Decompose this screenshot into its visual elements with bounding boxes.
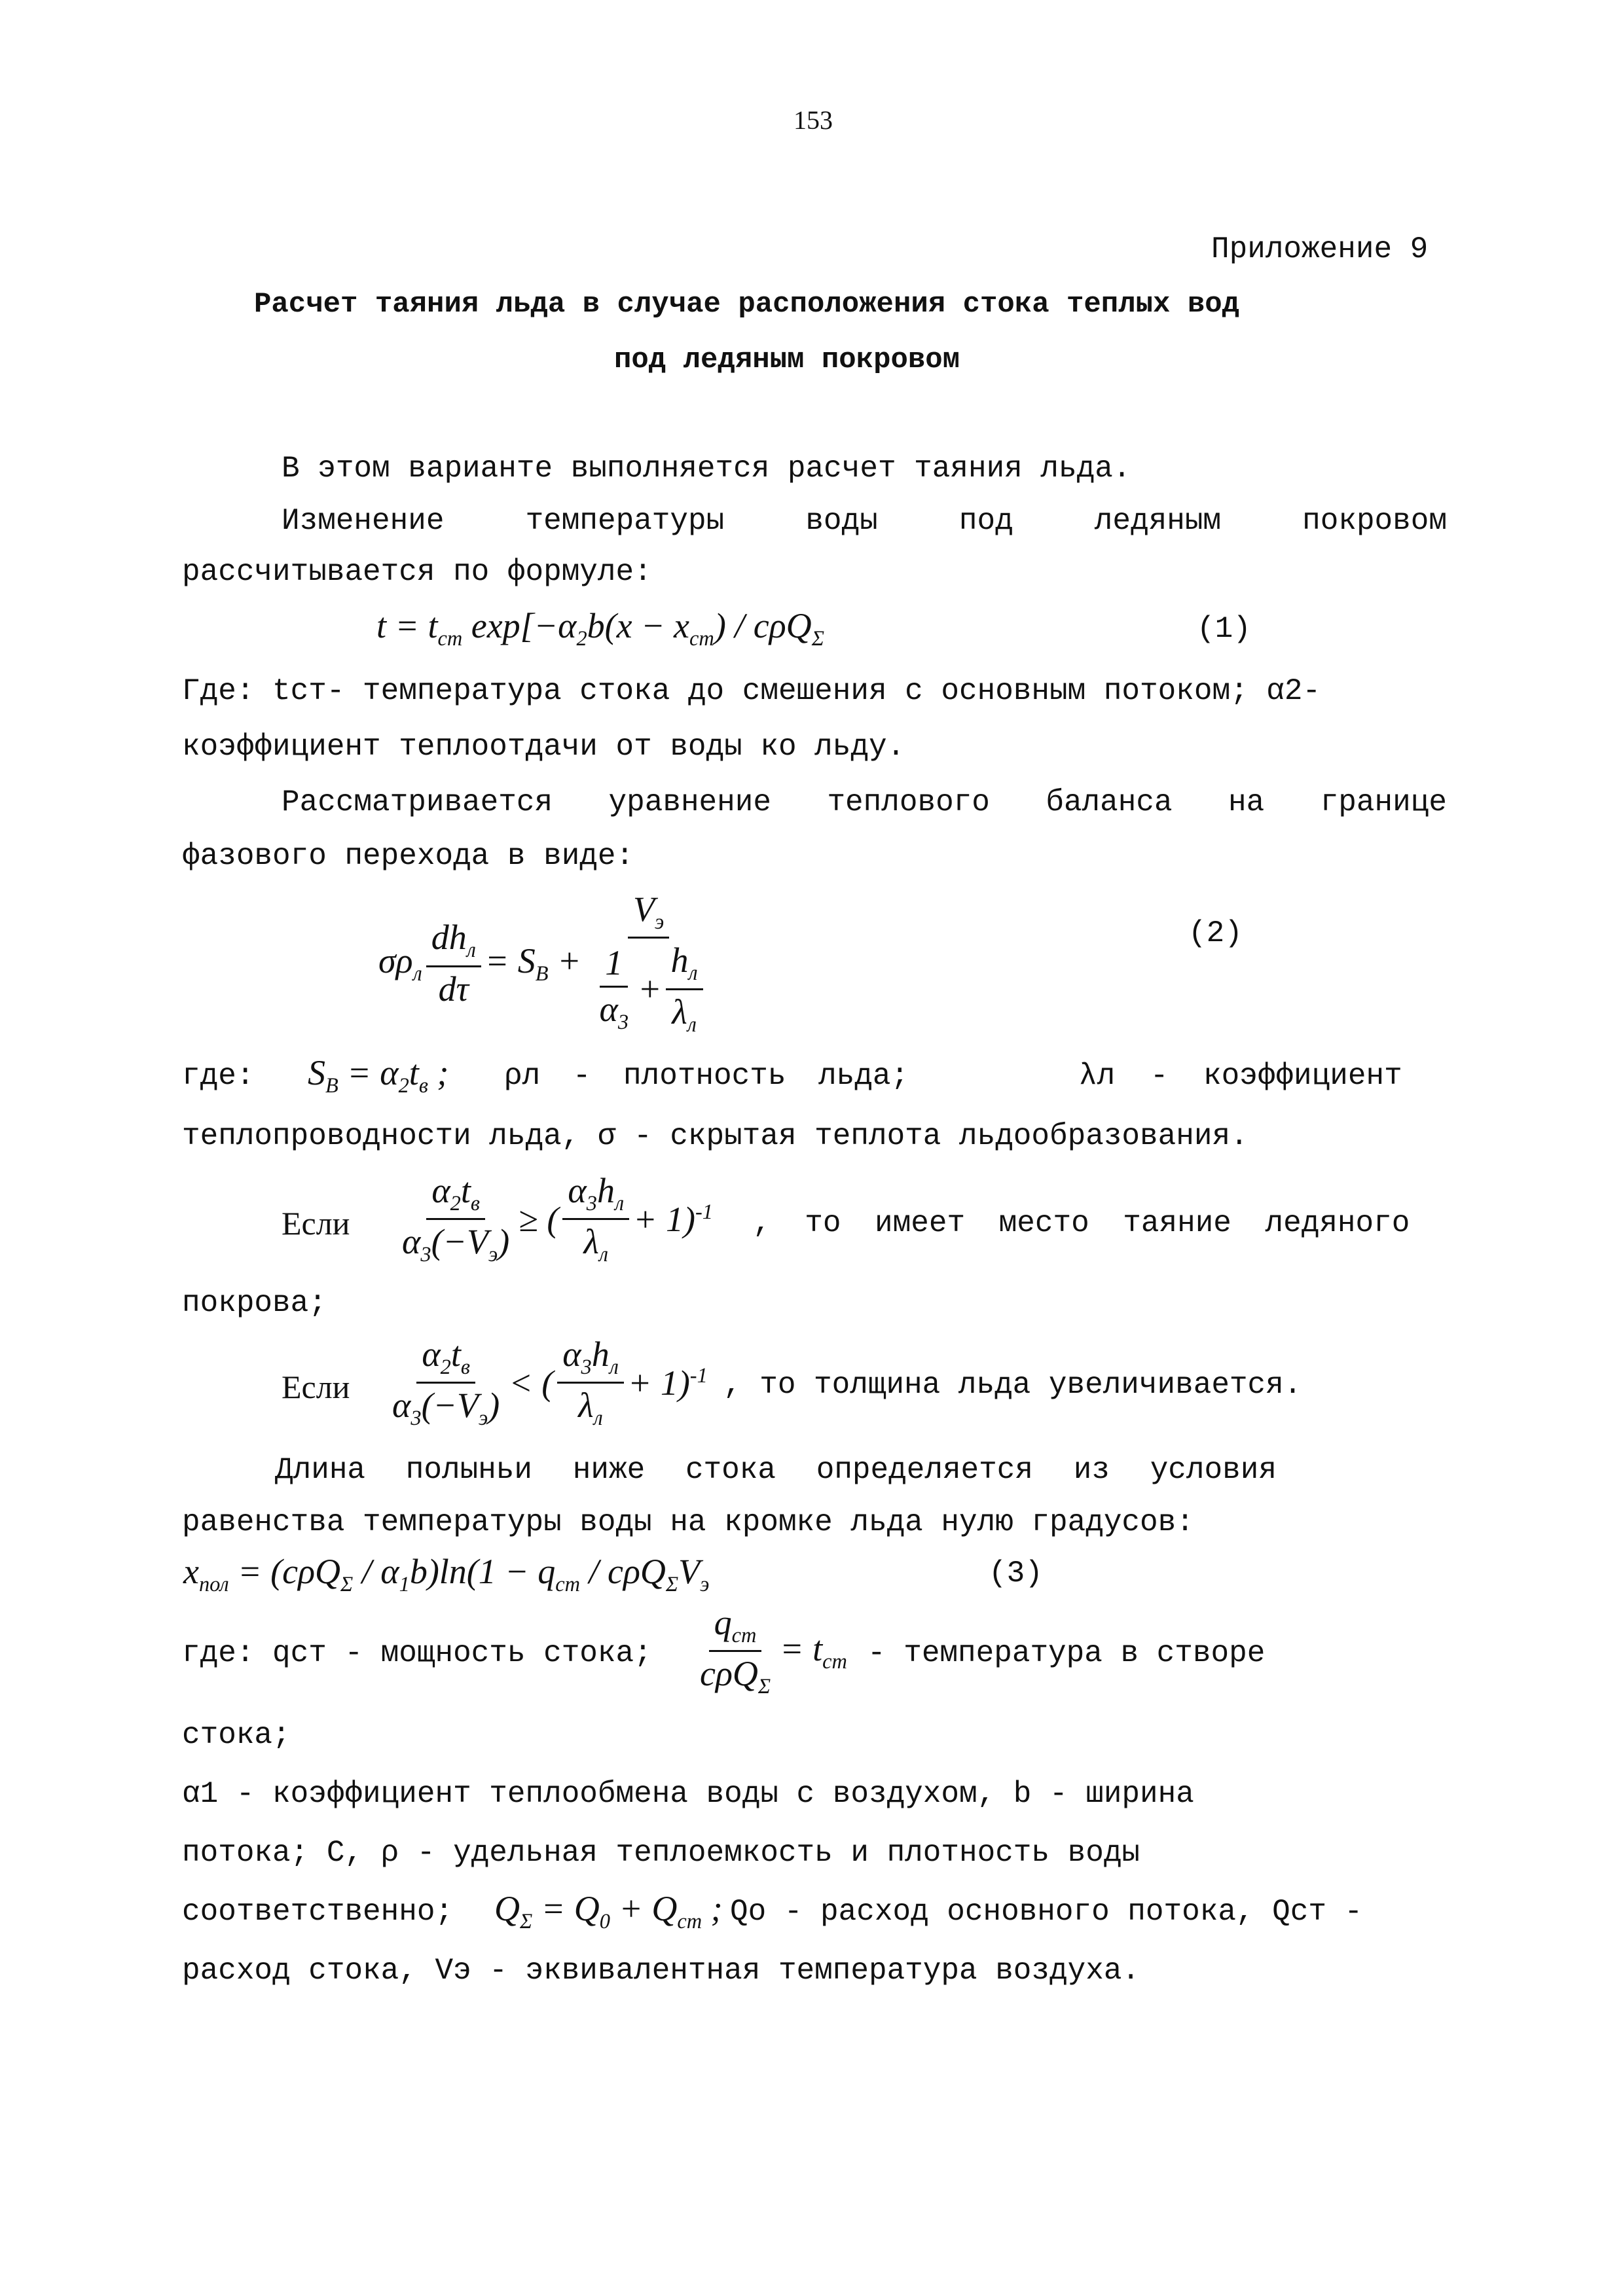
word: баланса	[1046, 785, 1173, 819]
where-1-line-1: Где: tст- температура стока до смешения с основным потоком; α2-	[182, 674, 1321, 708]
condition-1-line-2: покрова;	[182, 1286, 327, 1320]
paragraph-intro: В этом варианте выполняется расчет таяния льда.	[282, 452, 1131, 486]
word: Длина	[275, 1453, 366, 1487]
paragraph-heat-balance-line2: фазового перехода в виде:	[182, 839, 634, 873]
word: границе	[1320, 785, 1447, 819]
condition-2-if: Если	[282, 1369, 350, 1405]
title-line-2: под ледяным покровом	[614, 344, 960, 376]
word: температуры	[525, 504, 725, 538]
where-3-suffix: - температура в створе	[867, 1636, 1266, 1670]
where-2-line-2: теплопроводности льда, σ - скрытая теплота льдообразования.	[182, 1119, 1249, 1153]
word: полыньи	[405, 1453, 533, 1487]
where-1-line-2: коэффициент теплоотдачи от воды ко льду.	[182, 730, 905, 764]
equation-3: $x_{пол} = (c\rho Q_\Sigma / \alpha_1b)\ln(1 - q_{ст} / c\rho Q_\Sigma V_э$	[183, 1552, 710, 1596]
paragraph-definitions-line-3b: Qо - расход основного потока, Qст -	[730, 1895, 1363, 1929]
word: условия	[1150, 1453, 1277, 1487]
word: на	[1228, 785, 1265, 819]
title-line-1: Расчет таяния льда в случае расположения стока теплых вод	[254, 288, 1240, 321]
word: ниже	[572, 1453, 646, 1487]
word: определяется	[816, 1453, 1033, 1487]
equation-2-number: (2)	[1188, 916, 1243, 950]
paragraph-definitions-line-1: α1 - коэффициент теплообмена воды с воздухом, b - ширина	[182, 1777, 1194, 1811]
paragraph-definitions-line-4: расход стока, Vэ - эквивалентная температура воздуха.	[182, 1954, 1140, 1988]
where-3-line-2: стока;	[182, 1718, 291, 1752]
word: из	[1073, 1453, 1110, 1487]
paragraph-polynya-line2: равенства температуры воды на кромке льда нулю градусов:	[182, 1505, 1194, 1539]
condition-2-text: , то толщина льда увеличивается.	[723, 1368, 1302, 1402]
condition-1-formula: $\frac{\alpha_2t_в}{\alpha_3(-V_э)}$ ≥ ( $\frac{\alpha_3h_л}{\lambda_л}$ + 1)$^{-1}$	[402, 1171, 713, 1267]
word: Изменение	[282, 504, 445, 538]
sum-flow-formula: $Q_\Sigma = Q_0 + Q_{ст}$ ;	[494, 1889, 723, 1933]
condition-1-if: Если	[282, 1205, 350, 1242]
condition-2-formula: $\frac{\alpha_2t_в}{\alpha_3(-V_э)}$ < ( $\frac{\alpha_3h_л}{\lambda_л}$ + 1)$^{-1}$	[392, 1335, 708, 1431]
word: под	[958, 504, 1013, 538]
paragraph-definitions-line-2: потока; C, ρ - удельная теплоемкость и плотность воды	[182, 1836, 1140, 1870]
equation-2: $\sigma\rho_л$ $\frac{dh_л}{d\tau}$ = $S_B$ + $V_э$ $\frac{1}{\alpha_3}$ + $\frac{h_л}{\lambda_л}$	[378, 890, 716, 1037]
paragraph-heat-balance	[282, 785, 1447, 819]
condition-1-text: , то имеет место таяние ледяного	[753, 1206, 1410, 1240]
word: Рассматривается	[282, 785, 553, 819]
appendix-label: Приложение 9	[1211, 232, 1429, 266]
paragraph-temp-change-line2: рассчитывается по формуле:	[182, 555, 652, 589]
paragraph-definitions-line-3a: соответственно;	[182, 1895, 454, 1929]
word: стока	[685, 1453, 776, 1487]
word: уравнение	[608, 785, 771, 819]
equation-1-number: (1)	[1197, 612, 1251, 646]
equation-3-number: (3)	[989, 1556, 1043, 1590]
word: покровом	[1302, 504, 1447, 538]
where-3-formula: $\frac{q_{ст}}{c\rho Q_\Sigma}$ = $t_{ст}$	[700, 1603, 847, 1699]
where-2-prefix: где:	[182, 1059, 255, 1093]
where-2-right: λл - коэффициент	[1079, 1059, 1402, 1093]
word: теплового	[827, 785, 990, 819]
word: ледяным	[1094, 504, 1222, 538]
where-2-mid: ρл - плотность льда;	[504, 1059, 909, 1093]
equation-1: $t = t_{ст}$ $\exp[-\alpha_2b(x - x_{ст}) / c\rho Q_\Sigma$	[376, 606, 824, 651]
where-3-prefix: где: qст - мощность стока;	[182, 1636, 652, 1670]
page-number: 153	[793, 105, 833, 135]
paragraph-polynya	[275, 1453, 1277, 1487]
word: воды	[805, 504, 878, 538]
paragraph-temp-change	[282, 504, 1447, 538]
where-2-formula: $S_B = \alpha_2t_в$ ;	[308, 1053, 449, 1098]
